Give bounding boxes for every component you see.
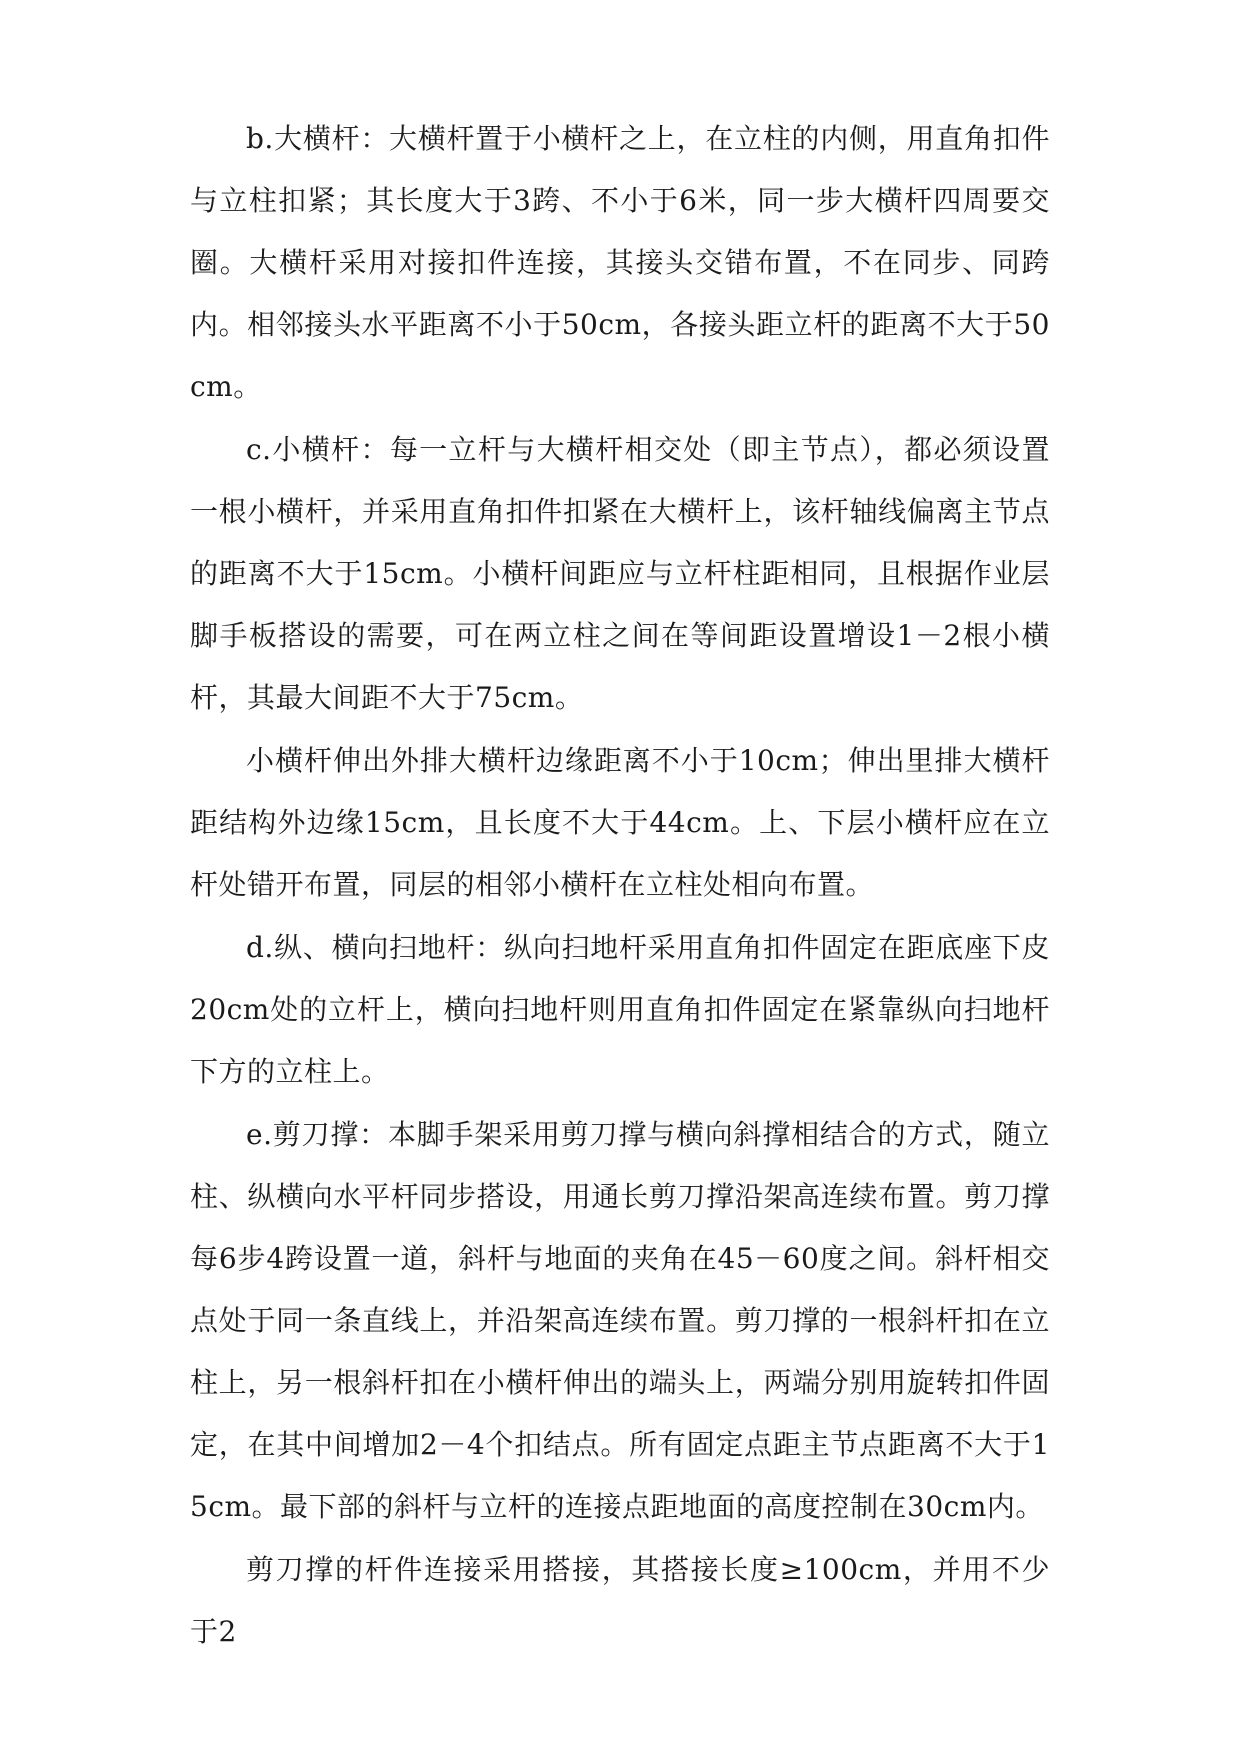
paragraph-small-crossbar: c.小横杆：每一立杆与大横杆相交处（即主节点），都必须设置一根小横杆，并采用直角扣件扣紧在大横杆上，该杆轴线偏离主节点的距离不大于15cm。小横杆间距应与立杆柱距相同，且根据作业层脚手板搭设的需要，可在两立柱之间在等间距设置增设1－2根小横杆，其最大间距不大于75cm。 <box>190 433 1050 714</box>
paragraph-sweeping-rods: d.纵、横向扫地杆：纵向扫地杆采用直角扣件固定在距底座下皮20cm处的立杆上，横向扫地杆则用直角扣件固定在紧靠纵向扫地杆下方的立柱上。 <box>190 931 1050 1088</box>
paragraph-scissor-brace: e.剪刀撑：本脚手架采用剪刀撑与横向斜撑相结合的方式，随立柱、纵横向水平杆同步搭设，用通长剪刀撑沿架高连续布置。剪刀撑每6步4跨设置一道，斜杆与地面的夹角在45－60度之间。斜杆相交点处于同一条直线上，并沿架高连续布置。剪刀撑的一根斜杆扣在立柱上，另一根斜杆扣在小横杆伸出的端头上，两端分别用旋转扣件固定，在其中间增加2－4个扣结点。所有固定点距主节点距离不大于15cm。最下部的斜杆与立杆的连接点距地面的高度控制在30cm内。 <box>190 1118 1050 1523</box>
paragraph-big-crossbar: b.大横杆：大横杆置于小横杆之上，在立柱的内侧，用直角扣件与立柱扣紧；其长度大于3跨、不小于6米，同一步大横杆四周要交圈。大横杆采用对接扣件连接，其接头交错布置，不在同步、同跨内。相邻接头水平距离不小于50cm，各接头距立杆的距离不大于50cm。 <box>190 122 1050 403</box>
paragraph-scissor-brace-connection: 剪刀撑的杆件连接采用搭接，其搭接长度≥100cm，并用不少于2 <box>190 1553 1050 1648</box>
paragraph-small-crossbar-extension: 小横杆伸出外排大横杆边缘距离不小于10cm；伸出里排大横杆距结构外边缘15cm，且长度不大于44cm。上、下层小横杆应在立杆处错开布置，同层的相邻小横杆在立柱处相向布置。 <box>190 744 1050 901</box>
document-body <box>190 108 1050 1664</box>
